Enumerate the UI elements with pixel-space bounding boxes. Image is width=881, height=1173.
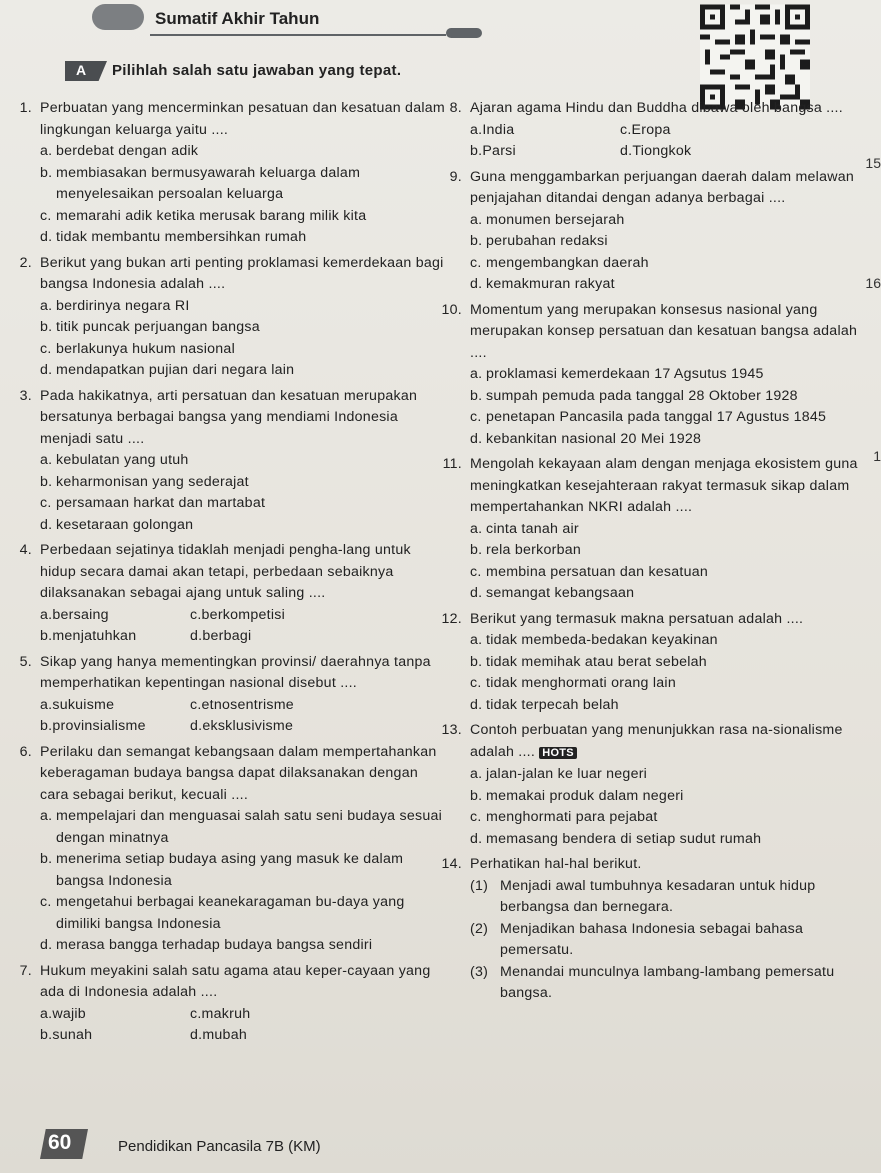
option-text: kemakmuran rakyat — [486, 276, 615, 292]
right-column — [430, 98, 870, 1005]
question-number: 7. — [19, 962, 32, 979]
option-letter: d. — [470, 696, 483, 713]
option-letter: a. — [40, 696, 53, 713]
statement-number: (3) — [470, 963, 489, 980]
option-letter: d. — [40, 229, 53, 245]
answer-option — [190, 695, 294, 717]
answer-option-row — [470, 120, 870, 142]
option-letter: d. — [470, 585, 483, 601]
question — [430, 98, 870, 163]
option-letter: a. — [40, 143, 53, 159]
option-text: mengembangkan daerah — [486, 254, 649, 271]
option-text: persamaan harkat dan martabat — [56, 495, 266, 511]
question-text-content: Perbedaan sejatinya tidaklah menjadi pengha-lang untuk hidup secara damai akan tetapi, perbedaan sebaiknya dilaksanakan sebagai ajang untuk saling .... — [40, 542, 411, 601]
question-text — [40, 253, 448, 296]
side-number: 1 — [873, 448, 881, 464]
book-title: Pendidikan Pancasila 7B (KM) — [118, 1138, 321, 1155]
option-letter: c. — [190, 1005, 202, 1022]
question-text-content: Perbuatan yang mencerminkan pesatuan dan kesatuan dalam lingkungan keluarga yaitu .... — [40, 100, 445, 138]
question-number: 6. — [19, 743, 32, 760]
answer-option — [470, 764, 870, 786]
question-body — [40, 386, 448, 537]
question — [430, 167, 870, 296]
answer-option — [470, 829, 870, 851]
option-text: provinsialisme — [52, 718, 146, 734]
option-letter: c. — [470, 409, 482, 425]
answer-option — [470, 386, 870, 408]
option-letter: a. — [40, 808, 53, 824]
option-letter: a. — [470, 520, 483, 537]
option-letter: c. — [190, 606, 202, 623]
option-letter: c. — [40, 894, 52, 910]
question-text-content: Hukum meyakini salah satu agama atau keper-cayaan yang ada di Indonesia adalah .... — [40, 962, 431, 1000]
option-letter: c. — [190, 696, 202, 713]
question — [430, 854, 870, 1005]
answer-option — [190, 626, 251, 648]
option-letter: d. — [190, 718, 203, 734]
question-text — [40, 386, 448, 451]
option-text: bersaing — [52, 606, 109, 623]
answer-option — [40, 716, 190, 738]
question-text — [470, 609, 870, 631]
answer-option — [40, 472, 448, 494]
question-body — [40, 652, 448, 738]
option-text: semangat kebangsaan — [486, 585, 635, 601]
option-text: kesetaraan golongan — [56, 516, 194, 533]
answer-option-row — [40, 1004, 448, 1026]
answer-option — [470, 231, 870, 253]
question-number: 4. — [19, 542, 32, 558]
question-body — [40, 253, 448, 382]
question-text — [470, 854, 870, 876]
answer-option — [40, 892, 448, 935]
option-letter: c. — [470, 809, 482, 825]
option-text: mempelajari dan menguasai salah satu seni budaya sesuai dengan minatnya — [56, 808, 443, 846]
option-letter: b. — [40, 473, 53, 490]
answer-option — [470, 429, 870, 451]
answer-option-row — [470, 141, 870, 163]
question-text — [470, 454, 870, 519]
question-number: 14. — [441, 856, 462, 872]
option-letter: b. — [470, 787, 483, 804]
section-instruction: Pilihlah salah satu jawaban yang tepat. — [112, 62, 402, 79]
option-text: tidak menghormati orang lain — [486, 675, 676, 691]
question — [0, 652, 448, 738]
option-text: menghormati para pejabat — [486, 809, 658, 825]
question-body — [470, 98, 870, 163]
answer-option — [40, 849, 448, 892]
question — [430, 454, 870, 605]
statement-text: Menandai munculnya lambang-lambang pemersatu bangsa. — [500, 963, 835, 1001]
question-body — [40, 98, 448, 249]
option-letter: a. — [470, 766, 483, 782]
question-text-content: Mengolah kekayaan alam dengan menjaga ekosistem guna meningkatkan kesejahteraan rakyat termasuk sikap dalam mempertahankan NKRI adalah .... — [470, 456, 858, 515]
answer-option — [470, 274, 870, 296]
option-letter: a. — [470, 366, 483, 382]
option-letter: b. — [40, 851, 53, 867]
answer-option — [190, 716, 293, 738]
answer-option — [190, 605, 285, 627]
answer-option — [40, 626, 190, 648]
answer-option — [470, 141, 620, 163]
question-number: 2. — [19, 254, 32, 271]
option-letter: d. — [40, 516, 53, 533]
option-letter: a. — [40, 606, 53, 623]
answer-option — [470, 630, 870, 652]
question-number: 5. — [19, 653, 32, 670]
option-text: monumen bersejarah — [486, 211, 625, 228]
option-text: sunah — [52, 1027, 93, 1043]
option-text: keharmonisan yang sederajat — [56, 473, 249, 490]
qr-code-icon — [700, 4, 810, 110]
option-letter: d. — [40, 937, 53, 953]
answer-option — [40, 360, 448, 382]
question-text-content: Berikut yang termasuk makna persatuan adalah .... — [470, 610, 804, 627]
answer-option — [40, 163, 448, 206]
question — [0, 961, 448, 1047]
question — [0, 540, 448, 648]
option-text: Tiongkok — [632, 143, 692, 159]
answer-option-row — [40, 605, 448, 627]
option-letter: c. — [620, 121, 632, 138]
question-number: 12. — [441, 610, 462, 627]
answer-option-row — [40, 1025, 448, 1047]
answer-option — [40, 605, 190, 627]
statement-item — [470, 919, 870, 962]
question — [430, 300, 870, 451]
option-letter: b. — [470, 387, 483, 404]
option-text: tidak memihak atau berat sebelah — [486, 653, 707, 670]
question — [0, 253, 448, 382]
answer-option — [470, 695, 870, 717]
answer-option — [40, 515, 448, 537]
answer-option — [620, 141, 691, 163]
answer-option — [40, 935, 448, 957]
option-text: tidak terpecah belah — [486, 696, 619, 713]
answer-option — [620, 120, 671, 142]
answer-option — [40, 1025, 190, 1047]
option-text: rela berkorban — [486, 542, 581, 558]
answer-option-row — [40, 716, 448, 738]
option-text: penetapan Pancasila pada tanggal 17 Agustus 1845 — [486, 409, 827, 425]
question-body — [470, 454, 870, 605]
option-letter: a. — [40, 452, 53, 468]
option-letter: a. — [470, 632, 483, 648]
option-letter: c. — [40, 207, 52, 224]
option-letter: b. — [40, 718, 53, 734]
option-letter: d. — [190, 1027, 203, 1043]
option-text: cinta tanah air — [486, 520, 579, 537]
question-body — [470, 854, 870, 1005]
option-text: tidak membantu membersihkan rumah — [56, 229, 307, 245]
question-number: 3. — [19, 387, 32, 404]
option-text: eksklusivisme — [202, 718, 294, 734]
option-text: berdirinya negara RI — [56, 297, 190, 314]
option-text: berlakunya hukum nasional — [56, 340, 235, 357]
option-letter: d. — [470, 430, 483, 447]
answer-option — [470, 652, 870, 674]
question-text-content: Perhatikan hal-hal berikut. — [470, 856, 642, 872]
answer-option — [40, 296, 448, 318]
question-body — [470, 167, 870, 296]
option-letter: c. — [40, 495, 52, 511]
option-text: etnosentrisme — [201, 696, 294, 713]
question — [0, 98, 448, 249]
option-text: menerima setiap budaya asing yang masuk ke dalam bangsa Indonesia — [56, 851, 404, 889]
answer-option — [190, 1004, 250, 1026]
option-text: sumpah pemuda pada tanggal 28 Oktober 1928 — [486, 387, 798, 404]
header-decoration — [92, 4, 144, 30]
answer-option — [470, 210, 870, 232]
option-letter: a. — [470, 211, 483, 228]
question-body — [40, 540, 448, 648]
answer-option-row — [40, 695, 448, 717]
option-letter: a. — [40, 297, 53, 314]
answer-option-row — [40, 626, 448, 648]
question-text-content: Contoh perbuatan yang menunjukkan rasa na-sionalisme adalah .... — [470, 722, 843, 760]
option-text: membiasakan bermusyawarah keluarga dalam menyelesaikan persoalan keluarga — [56, 164, 361, 202]
statement-text: Menjadikan bahasa Indonesia sebagai bahasa pemersatu. — [500, 920, 804, 958]
header-rule — [150, 34, 446, 36]
section-letter: A — [76, 62, 87, 78]
question-text-content: Guna menggambarkan perjuangan daerah dalam melawan penjajahan ditandai dengan adanya berbagai .... — [470, 168, 854, 206]
question-number: 1. — [19, 100, 32, 116]
statement-number: (1) — [470, 877, 489, 894]
option-letter: c. — [470, 563, 482, 580]
question-body — [40, 742, 448, 957]
option-text: memakai produk dalam negeri — [486, 787, 684, 804]
option-text: mendapatkan pujian dari negara lain — [56, 362, 295, 378]
side-number: 16 — [865, 275, 881, 291]
option-text: menjatuhkan — [52, 628, 137, 644]
option-text: sukuisme — [52, 696, 115, 713]
option-text: proklamasi kemerdekaan 17 Agsutus 1945 — [486, 366, 764, 382]
question-text-content: Perilaku dan semangat kebangsaan dalam mempertahankan keberagaman budaya bangsa dapat dilaksanakan dengan cara sebagai berikut, kecuali .... — [40, 743, 437, 803]
option-text: perubahan redaksi — [486, 233, 608, 249]
option-text: kebankitan nasional 20 Mei 1928 — [486, 430, 702, 447]
question-text — [470, 720, 870, 764]
question — [0, 742, 448, 957]
option-text: berkompetisi — [201, 606, 285, 623]
option-letter: b. — [40, 1027, 53, 1043]
option-text: berdebat dengan adik — [56, 143, 199, 159]
statement-item — [470, 876, 870, 919]
answer-option — [40, 450, 448, 472]
question — [430, 720, 870, 850]
option-text: wajib — [52, 1005, 86, 1022]
answer-option — [470, 120, 620, 142]
statement-text: Menjadi awal tumbuhnya kesadaran untuk hidup berbangsa dan bernegara. — [500, 877, 816, 915]
statement-number: (2) — [470, 920, 489, 937]
question-number: 8. — [449, 100, 462, 116]
question — [0, 386, 448, 537]
question-number: 10. — [441, 301, 462, 318]
option-letter: d. — [470, 276, 483, 292]
answer-option — [40, 695, 190, 717]
option-text: Parsi — [482, 143, 516, 159]
option-text: India — [482, 121, 515, 138]
answer-option — [470, 519, 870, 541]
answer-option — [470, 364, 870, 386]
question-text — [40, 98, 448, 141]
option-text: jalan-jalan ke luar negeri — [486, 766, 648, 782]
option-letter: b. — [470, 143, 483, 159]
question-text — [470, 167, 870, 210]
statement-item — [470, 962, 870, 1005]
answer-option — [40, 339, 448, 361]
option-letter: b. — [470, 653, 483, 670]
question-number: 13. — [441, 722, 462, 738]
answer-option — [40, 141, 448, 163]
question-body — [40, 961, 448, 1047]
option-letter: a. — [40, 1005, 53, 1022]
side-number: 15 — [865, 155, 881, 171]
question-text-content: Ajaran agama Hindu dan Buddha dibawa oleh bangsa .... — [470, 100, 843, 116]
answer-option — [40, 206, 448, 228]
question-body — [470, 300, 870, 451]
answer-option — [470, 562, 870, 584]
header-decoration-end — [446, 28, 482, 38]
answer-option — [470, 673, 870, 695]
question — [430, 609, 870, 717]
option-letter: b. — [40, 164, 53, 181]
answer-option — [470, 540, 870, 562]
answer-option — [40, 806, 448, 849]
question-text — [40, 652, 448, 695]
option-letter: b. — [40, 628, 53, 644]
answer-option — [470, 807, 870, 829]
option-text: memarahi adik ketika merusak barang milik kita — [56, 207, 367, 224]
question-text-content: Momentum yang merupakan konsesus nasional yang merupakan konsep persatuan dan kesatuan bangsa adalah .... — [470, 301, 858, 361]
option-letter: c. — [40, 340, 52, 357]
page-title: Sumatif Akhir Tahun — [155, 9, 320, 28]
option-text: titik puncak perjuangan bangsa — [56, 319, 260, 335]
question-text — [470, 300, 870, 365]
left-column — [0, 98, 448, 1047]
option-text: Eropa — [631, 121, 671, 138]
option-letter: d. — [620, 143, 633, 159]
option-letter: d. — [40, 362, 53, 378]
option-text: kebulatan yang utuh — [56, 452, 189, 468]
answer-option — [40, 317, 448, 339]
question-text-content: Berikut yang bukan arti penting proklamasi kemerdekaan bagi bangsa Indonesia adalah .... — [40, 254, 444, 292]
question-text-content: Pada hakikatnya, arti persatuan dan kesatuan merupakan bersatunya berbagai bangsa yang mendiami Indonesia menjadi satu .... — [40, 387, 418, 447]
question-text-content: Sikap yang hanya mementingkan provinsi/ daerahnya tanpa memperhatikan kepentingan nasional disebut .... — [40, 653, 431, 691]
question-body — [470, 720, 870, 850]
option-letter: d. — [470, 830, 483, 847]
option-text: tidak membeda-bedakan keyakinan — [486, 632, 718, 648]
answer-option — [40, 227, 448, 249]
option-text: membina persatuan dan kesatuan — [486, 563, 709, 580]
answer-option — [470, 253, 870, 275]
option-letter: c. — [470, 254, 482, 271]
option-letter: c. — [470, 675, 482, 691]
answer-option — [40, 1004, 190, 1026]
option-letter: b. — [470, 233, 483, 249]
option-text: mubah — [202, 1027, 247, 1043]
option-letter: a. — [470, 121, 483, 138]
option-text: merasa bangga terhadap budaya bangsa sendiri — [56, 937, 373, 953]
answer-option — [470, 583, 870, 605]
answer-option — [40, 493, 448, 515]
answer-option — [470, 786, 870, 808]
hots-badge: HOTS — [539, 747, 577, 759]
option-letter: b. — [470, 542, 483, 558]
question-body — [470, 609, 870, 717]
question-number: 9. — [449, 168, 462, 185]
question-number: 11. — [442, 456, 462, 472]
option-text: memasang bendera di setiap sudut rumah — [486, 830, 762, 847]
answer-option — [470, 407, 870, 429]
option-text: berbagi — [202, 628, 252, 644]
question-text — [40, 540, 448, 605]
page-number: 60 — [48, 1131, 72, 1154]
question-text — [40, 961, 448, 1004]
question-text — [40, 742, 448, 807]
answer-option — [190, 1025, 247, 1047]
option-letter: b. — [40, 319, 53, 335]
option-text: makruh — [201, 1005, 251, 1022]
option-text: mengetahui berbagai keanekaragaman bu-daya yang dimiliki bangsa Indonesia — [56, 894, 405, 932]
option-letter: d. — [190, 628, 203, 644]
question-text — [470, 98, 870, 120]
